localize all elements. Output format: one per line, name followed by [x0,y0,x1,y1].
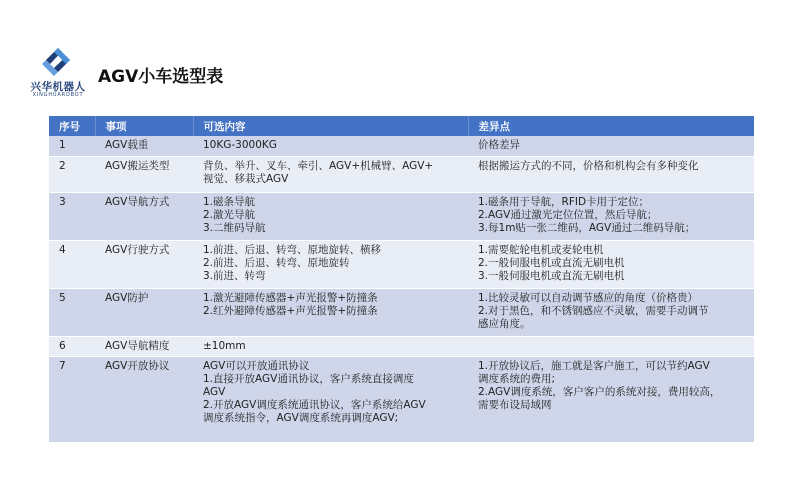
cell-no: 2 [49,156,95,192]
diff-line: 1.开放协议后，施工就是客户施工，可以节约AGV [478,359,710,372]
diff-line: 1.比较灵敏可以自动调节感应的角度（价格贵） [478,291,699,304]
cell-item: AGV开放协议 [95,356,193,442]
table-row [49,356,754,442]
cell-no: 3 [49,192,95,240]
options-line: 视觉、移栽式AGV [203,172,289,185]
cell-item: AGV搬运类型 [95,156,193,192]
options-line: 背负、举升、叉车、牵引、AGV+机械臂、AGV+ [203,159,434,172]
cell-item: AGV导航方式 [95,192,193,240]
table-row [49,156,754,192]
cell-options [193,336,468,356]
cell-options [193,192,468,240]
options-line: 调度系统指令，AGV调度系统再调度AGV; [203,411,399,424]
cell-diff [468,240,754,288]
brand-name-cn: 兴华机器人 [30,81,86,93]
cell-item: AGV导航精度 [95,336,193,356]
cell-item: AGV行驶方式 [95,240,193,288]
diff-line: 调度系统的费用; [478,372,556,385]
cell-diff [468,288,754,336]
cell-no: 7 [49,356,95,442]
diff-line: 1.磁条用于导航，RFID卡用于定位； [478,195,650,208]
table-row [49,336,754,356]
table-row [49,136,754,156]
options-line: 2.激光导航 [203,208,256,221]
header-diff: 差异点 [468,116,754,136]
cell-options [193,136,468,156]
selection-table [49,116,754,443]
options-line: 3.前进、转弯 [203,269,266,282]
cell-item: AGV防护 [95,288,193,336]
table-row [49,192,754,240]
table-row [49,240,754,288]
options-line: 1.前进、后退、转弯、原地旋转、横移 [203,243,382,256]
brand-logo [18,42,98,100]
options-line: 1.磁条导航 [203,195,256,208]
table-row [49,288,754,336]
options-line: 1.激光避障传感器+声光报警+防撞条 [203,291,378,304]
options-line: AGV [203,385,226,398]
diff-line: 感应角度。 [478,317,531,330]
cell-diff [468,336,754,356]
cell-diff [468,156,754,192]
cell-no: 1 [49,136,95,156]
cell-diff [468,356,754,442]
diff-line: 根据搬运方式的不同，价格和机构会有多种变化 [478,159,699,172]
header-options: 可选内容 [193,116,468,136]
diff-line: 3.一般伺服电机或直流无刷电机 [478,269,625,282]
diff-line: 2.对于黑色，和不锈钢感应不灵敏，需要手动调节 [478,304,709,317]
diff-line: 2.AGV通过激光定位位置，然后导航； [478,208,658,221]
options-line: AGV可以开放通讯协议 [203,359,310,372]
logo-mark-icon [40,42,76,78]
header-no: 序号 [49,116,95,136]
cell-options [193,156,468,192]
options-line: 10KG-3000KG [203,139,277,151]
brand-name-en: XINGHUAROBOT [32,92,84,98]
options-line: 3.二维码导航 [203,221,266,234]
diff-line: 价格差异 [478,139,520,151]
diff-line: 2.一般伺服电机或直流无刷电机 [478,256,625,269]
cell-no: 6 [49,336,95,356]
cell-options [193,288,468,336]
table-header-row [49,116,754,136]
cell-options [193,240,468,288]
diff-line: 3.每1m贴一张二维码，AGV通过二维码导航； [478,221,696,234]
cell-item: AGV载重 [95,136,193,156]
header-item: 事项 [95,116,193,136]
options-line: 1.直接开放AGV通讯协议，客户系统直接调度 [203,372,414,385]
cell-diff [468,192,754,240]
page-title: AGV小车选型表 [98,67,224,87]
diff-line: 1.需要舵轮电机或麦轮电机 [478,243,604,256]
diff-line: 需要布设局域网 [478,398,552,411]
options-line: 2.前进、后退、转弯、原地旋转 [203,256,350,269]
cell-diff [468,136,754,156]
options-line: ±10mm [203,339,246,352]
options-line: 2.开放AGV调度系统通讯协议，客户系统给AGV [203,398,426,411]
cell-no: 4 [49,240,95,288]
options-line: 2.红外避障传感器+声光报警+防撞条 [203,304,378,317]
cell-no: 5 [49,288,95,336]
cell-options [193,356,468,442]
diff-line: 2.AGV调度系统，客户客户的系统对接，费用较高， [478,385,721,398]
